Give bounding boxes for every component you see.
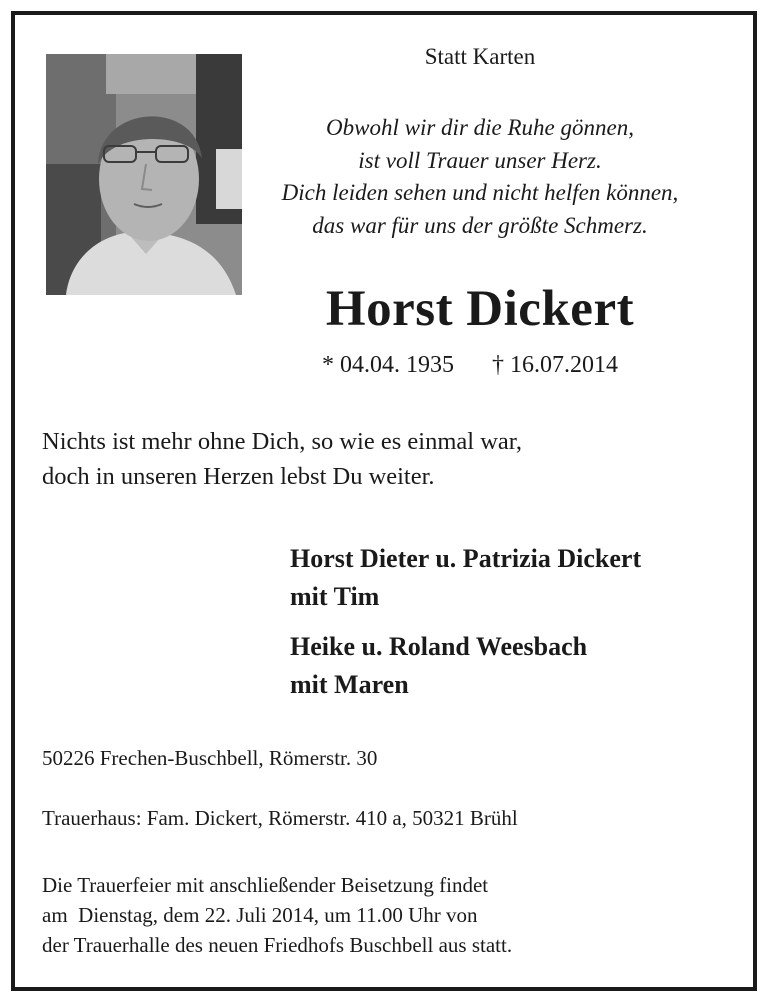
mourner-family (290, 540, 750, 616)
ceremony-notice (42, 870, 722, 960)
mourner-names: Horst Dieter u. Patrizia Dickert (290, 544, 642, 573)
ceremony-line: Die Trauerfeier mit anschließender Beisetzung findet (42, 873, 489, 897)
quote-line: doch in unseren Herzen lebst Du weiter. (42, 463, 435, 490)
portrait-photo (46, 54, 242, 295)
deceased-name: Horst Dickert (325, 281, 635, 337)
mourner-family (290, 628, 750, 704)
poem (250, 112, 710, 242)
ceremony-line: am Dienstag, dem 22. Juli 2014, um 11.00 Uhr von (42, 903, 478, 927)
trauerhaus-address: Trauerhaus: Fam. Dickert, Römerstr. 410 a, 50321 Brühl (42, 806, 518, 830)
mourner-address: 50226 Frechen-Buschbell, Römerstr. 30 (42, 746, 378, 770)
mourner-names: Heike u. Roland Weesbach (290, 632, 588, 661)
death-date: † 16.07.2014 (492, 352, 618, 378)
life-dates (322, 352, 662, 379)
poem-line: das war für uns der größte Schmerz. (312, 212, 648, 238)
memorial-quote (42, 424, 682, 494)
quote-line: Nichts ist mehr ohne Dich, so wie es einmal war, (42, 428, 523, 455)
statt-karten-label: Statt Karten (424, 44, 536, 69)
birth-date: * 04.04. 1935 (322, 352, 454, 378)
poem-line: ist voll Trauer unser Herz. (358, 147, 602, 173)
poem-line: Dich leiden sehen und nicht helfen können, (281, 180, 679, 205)
mourner-children: mit Maren (290, 670, 409, 699)
ceremony-line: der Trauerhalle des neuen Friedhofs Buschbell aus statt. (42, 933, 513, 957)
mourner-children: mit Tim (290, 582, 380, 611)
poem-line: Obwohl wir dir die Ruhe gönnen, (326, 115, 634, 140)
